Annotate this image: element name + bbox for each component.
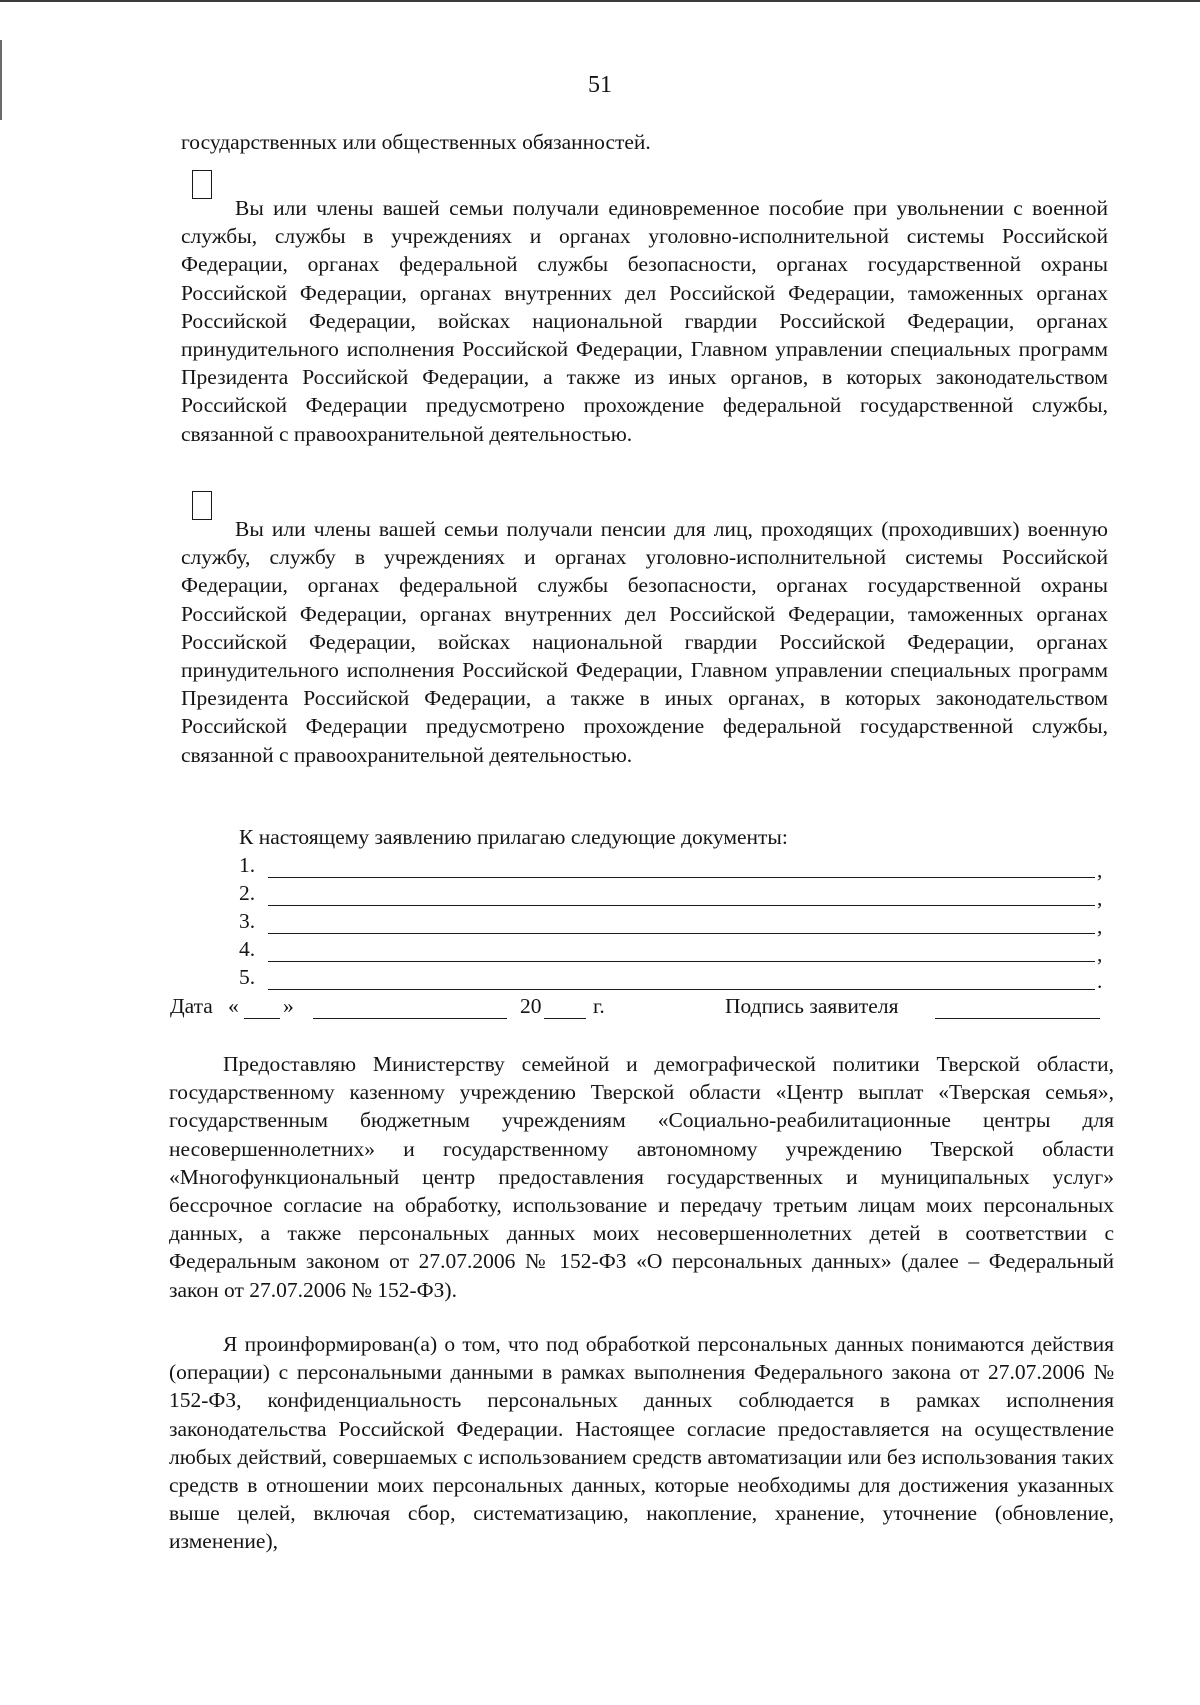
attachment-number: 5. <box>239 965 256 989</box>
attachment-punctuation: , <box>1097 914 1103 938</box>
intro-fragment: государственных или общественных обязанностей. <box>181 130 651 154</box>
attachment-punctuation: , <box>1097 858 1103 882</box>
attachment-blank-field[interactable] <box>268 933 1095 934</box>
attachment-punctuation: . <box>1097 969 1103 993</box>
attachment-number: 2. <box>239 881 256 905</box>
option-2-text: Вы или члены вашей семьи получали пенсии для лиц, проходящих (проходивших) военную службу, службу в учреждениях и органах уголовно-исполнительной системы Российской Федерации, органах федеральной службы безопасности, органах государственной охраны Российской Федерации, органах внутренних дел Российской Федерации, таможенных органах Российской Федерации, войсках национальной гвардии Российской Федерации, органах принудительного исполнения Российской Федерации, Главном управлении специальных программ Президента Российской Федерации, а также в иных органах, в которых законодательством Российской Федерации предусмотрено прохождение федеральной государственной службы, связанной с правоохранительной деятельностью. <box>181 517 1108 767</box>
attachment-number: 1. <box>239 853 256 877</box>
attachment-punctuation: , <box>1097 942 1103 966</box>
attachment-number: 4. <box>239 937 256 961</box>
attachment-blank-field[interactable] <box>268 905 1095 906</box>
month-field[interactable] <box>313 1018 507 1019</box>
option-1-text: Вы или члены вашей семьи получали единовременное пособие при увольнении с военной службы, службы в учреждениях и органах уголовно-исполнительной системы Российской Федерации, органах федеральной службы безопасности, органах государственной охраны Российской Федерации, органах внутренних дел Российской Федерации, таможенных органах Российской Федерации, войсках национальной гвардии Российской Федерации, органах принудительного исполнения Российской Федерации, Главном управлении специальных программ Президента Российской Федерации, а также из иных органов, в которых законодательством Российской Федерации предусмотрено прохождение федеральной государственной службы, связанной с правоохранительной деятельностью. <box>181 196 1108 446</box>
signature-field[interactable] <box>935 1018 1100 1019</box>
attachment-blank-field[interactable] <box>268 961 1095 962</box>
attachment-blank-field[interactable] <box>268 989 1095 990</box>
attachments-heading: К настоящему заявлению прилагаю следующие документы: <box>239 825 788 849</box>
date-label: Дата <box>170 994 213 1018</box>
signature-label: Подпись заявителя <box>725 994 899 1018</box>
consent-paragraph-2: Я проинформирован(а) о том, что под обработкой персональных данных понимаются действия (операции) с персональными данными в рамках выполнения Федерального закона от 27.07.2006 № 152-ФЗ, конфиденциальность персональных данных соблюдается в рамках исполнения законодательства Российской Федерации. Настоящее согласие предоставляется на осуществление любых действий, совершаемых с использованием средств автоматизации или без использования таких средств в отношении моих персональных данных, которые необходимы для достижения указанных выше целей, включая сбор, систематизацию, накопление, хранение, уточнение (обновление, изменение), <box>169 1332 1114 1554</box>
scan-edge-top <box>0 0 1200 2</box>
year-suffix: г. <box>593 994 605 1018</box>
attachment-blank-field[interactable] <box>268 877 1095 878</box>
consent-paragraph-1: Предоставляю Министерству семейной и демографической политики Тверской области, государственному казенному учреждению Тверской области «Центр выплат «Тверская семья», государственным бюджетным учреждениям «Социально-реабилитационные центры для несовершеннолетних» и государственному автономному учреждению Тверской области «Многофункциональный центр предоставления государственных и муниципальных услуг» бессрочное согласие на обработку, использование и передачу третьим лицам моих персональных данных, а также персональных данных моих несовершеннолетних детей в соответствии с Федеральным законом от 27.07.2006 № 152-ФЗ «О персональных данных» (далее – Федеральный закон от 27.07.2006 № 152-ФЗ). <box>169 1052 1114 1302</box>
year-prefix: 20 <box>520 994 542 1018</box>
page-number: 51 <box>588 72 612 98</box>
date-quote-close: » <box>283 994 294 1018</box>
attachment-punctuation: , <box>1097 886 1103 910</box>
date-quote-open: « <box>228 994 239 1018</box>
day-field[interactable] <box>244 1018 280 1019</box>
year-field[interactable] <box>544 1018 586 1019</box>
attachment-number: 3. <box>239 909 256 933</box>
